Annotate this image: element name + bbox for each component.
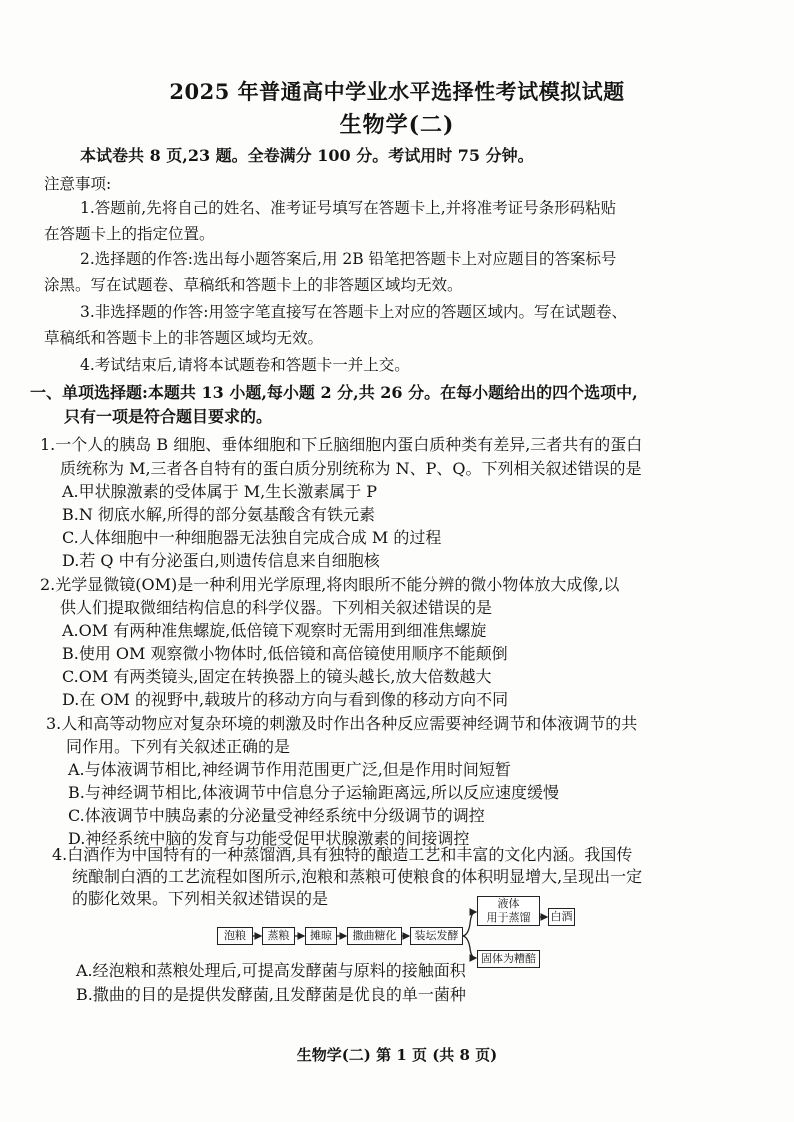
question-2-option-c: C.OM 有两类镜头,固定在转换器上的镜头越长,放大倍数越大: [62, 667, 492, 686]
notice-line: 1.答题前,先将自己的姓名、准考证号填写在答题卡上,并将准考证号条形码粘贴: [80, 199, 617, 217]
flow-step-ferment: 装坛发酵: [410, 927, 463, 945]
section-heading-cont: 只有一项是符合题目要求的。: [64, 407, 273, 426]
flow-solid-box: 固体为糟醅: [477, 950, 540, 968]
question-3-option-d: D.神经系统中脑的发育与功能受促甲状腺激素的间接调控: [68, 829, 470, 848]
notice-line: 在答题卡上的指定位置。: [44, 225, 215, 243]
notice-line: 涂黑。写在试题卷、草稿纸和答题卡上的非答题区域均无效。: [44, 276, 463, 294]
question-2-stem: 供人们提取微细结构信息的科学仪器。下列相关叙述错误的是: [60, 598, 493, 617]
question-2-option-d: D.在 OM 的视野中,载玻片的移动方向与看到像的移动方向不同: [62, 690, 509, 709]
page-footer: 生物学(二) 第 1 页 (共 8 页): [296, 1046, 498, 1064]
question-2-option-a: A.OM 有两种准焦螺旋,低倍镜下观察时无需用到细准焦螺旋: [62, 621, 487, 640]
flow-step-koji: 撒曲糖化: [347, 927, 402, 945]
question-3-option-c: C.体液调节中胰岛素的分泌量受神经系统中分级调节的调控: [68, 806, 485, 825]
question-3-stem: 3.人和高等动物应对复杂环境的刺激及时作出各种反应需要神经调节和体液调节的共: [46, 714, 638, 733]
question-1-option-a: A.甲状腺激素的受体属于 M,生长激素属于 P: [62, 482, 378, 501]
question-4-stem: 统酿制白酒的工艺流程如图所示,泡粮和蒸粮可使粮食的体积明显增大,呈现出一定: [72, 867, 643, 886]
flow-step-steam: 蒸粮: [262, 927, 295, 945]
flow-liquid-box: [477, 896, 540, 926]
question-2-option-b: B.使用 OM 观察微小物体时,低倍镜和高倍镜使用顺序不能颠倒: [62, 644, 508, 663]
question-3-option-a: A.与体液调节相比,神经调节作用范围更广泛,但是作用时间短暂: [68, 760, 511, 779]
notice-line: 2.选择题的作答:选出每小题答案后,用 2B 铅笔把答题卡上对应题目的答案标号: [80, 250, 617, 268]
question-1-option-d: D.若 Q 中有分泌蛋白,则遗传信息来自细胞核: [62, 551, 380, 570]
flow-result-baijiu: 白酒: [548, 908, 575, 926]
arrow: [462, 912, 476, 936]
question-4-stem: 4.白酒作为中国特有的一种蒸馏酒,具有独特的酿造工艺和丰富的文化内涵。我国传: [52, 845, 633, 864]
notice-line: 草稿纸和答题卡上的非答题区域均无效。: [44, 329, 324, 347]
exam-title: 2025 年普通高中学业水平选择性考试模拟试题: [169, 79, 625, 104]
flow-step-cool: 摊晾: [305, 927, 337, 945]
flow-distill-label: 用于蒸馏: [486, 911, 531, 924]
question-1-option-c: C.人体细胞中一种细胞器无法独自完成合成 M 的过程: [62, 528, 442, 547]
arrow: [462, 936, 476, 958]
question-3-option-b: B.与神经调节相比,体液调节中信息分子运输距离远,所以反应速度缓慢: [68, 783, 560, 802]
flow-step-soak: 泡粮: [217, 927, 253, 945]
question-4-option-a: A.经泡粮和蒸粮处理后,可提高发酵菌与原料的接触面积: [76, 961, 466, 980]
notice-line: 4.考试结束后,请将本试题卷和答题卡一并上交。: [80, 356, 410, 374]
notice-line: 3.非选择题的作答:用签字笔直接写在答题卡上对应的答题区域内。写在试题卷、: [80, 303, 628, 321]
question-2-stem: 2.光学显微镜(OM)是一种利用光学原理,将肉眼所不能分辨的微小物体放大成像,以: [40, 575, 620, 594]
notice-heading: 注意事项:: [44, 175, 112, 193]
question-3-stem: 同作用。下列有关叙述正确的是: [66, 737, 291, 756]
flow-liquid-label: 液体: [497, 897, 520, 910]
question-1-option-b: B.N 彻底水解,所得的部分氨基酸含有铁元素: [62, 505, 376, 524]
question-1-stem: 质统称为 M,三者各自特有的蛋白质分别统称为 N、P、Q。下列相关叙述错误的是: [60, 459, 642, 478]
section-heading: 一、单项选择题:本题共 13 小题,每小题 2 分,共 26 分。在每小题给出的四个选项中,: [30, 383, 638, 402]
question-4-option-b: B.撒曲的目的是提供发酵菌,且发酵菌是优良的单一菌种: [76, 985, 466, 1004]
subject-title: 生物学(二): [339, 112, 455, 138]
question-4-stem: 的膨化效果。下列相关叙述错误的是: [72, 889, 329, 908]
question-1-stem: 1.一个人的胰岛 B 细胞、垂体细胞和下丘脑细胞内蛋白质种类有差异,三者共有的蛋白: [40, 435, 643, 454]
exam-info: 本试卷共 8 页,23 题。全卷满分 100 分。考试用时 75 分钟。: [80, 146, 534, 165]
